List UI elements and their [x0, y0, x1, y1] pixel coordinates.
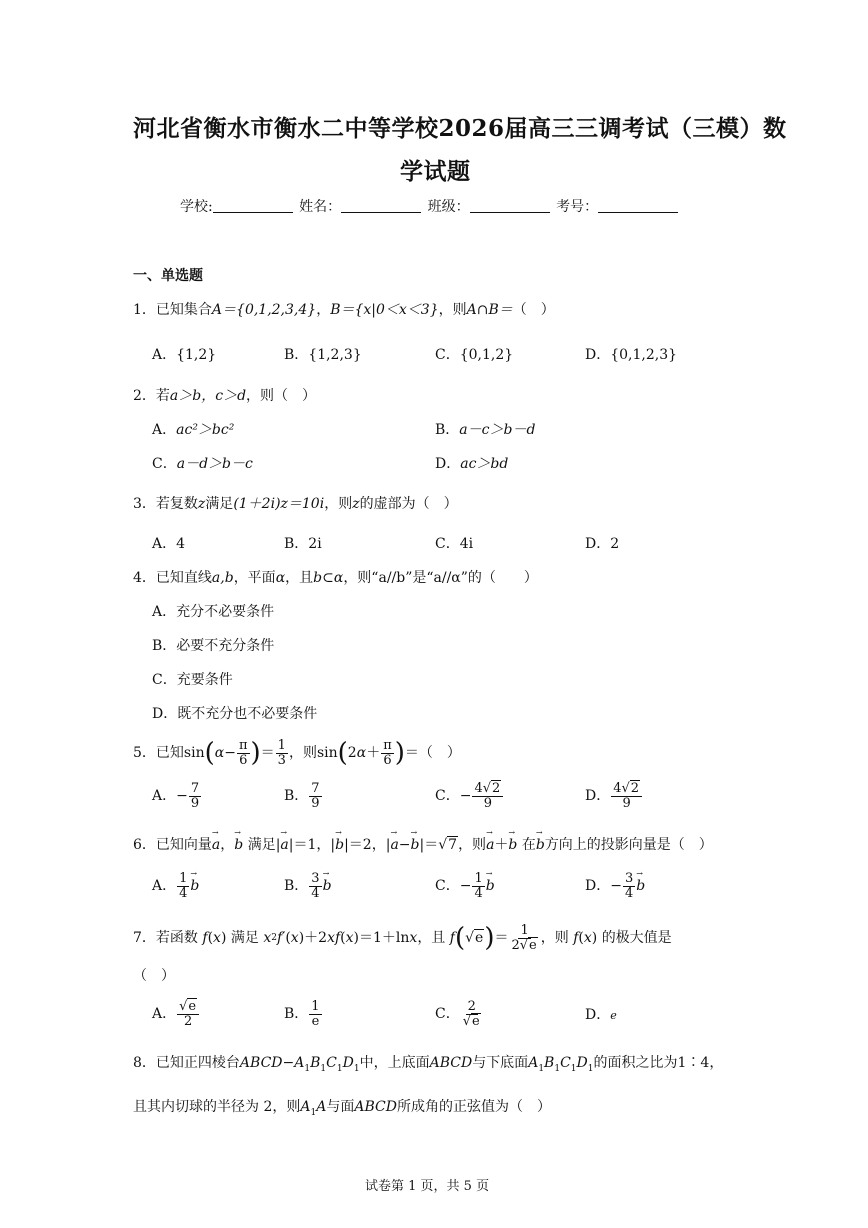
- q1-option-d[interactable]: D．{0,1,2,3}: [585, 347, 678, 363]
- q3-stem-d: 的虚部为（ ）: [359, 496, 458, 512]
- q7-stem-e: 的极大值是: [601, 929, 672, 946]
- student-info: [180, 198, 680, 216]
- q4-option-a[interactable]: A．充分不必要条件: [152, 604, 275, 620]
- q2-option-d[interactable]: [435, 456, 508, 473]
- q7-stem-c: ，且: [417, 929, 446, 946]
- q5-option-d[interactable]: D． $\frac{4√2}{9}$: [585, 782, 643, 810]
- page-footer: 试卷第 1 页，共 5 页: [365, 1179, 490, 1194]
- question-5: [133, 735, 461, 771]
- q7-option-a[interactable]: A． $\frac{√e}{2}$: [152, 1000, 200, 1028]
- q3-option-c[interactable]: C．4i: [435, 536, 474, 552]
- q5-given-expr: sin(α− $\frac{\pi}{6}$ )＝ $\frac{1}{3}$: [183, 737, 286, 768]
- q4-option-c[interactable]: C．充要条件: [152, 672, 233, 688]
- q2-tail: ，则（ ）: [246, 388, 317, 404]
- q3-option-b[interactable]: B．2i: [284, 536, 322, 552]
- q1-expr: A∩B＝: [466, 302, 513, 318]
- question-7: 7．若函数 f ( x ) 满足 x 2 f′ ( x )＋2 xf ( x )＝1＋ln x ，且 f ( √ e ) ＝ $\frac{1}{2√e}$ ，则 f ( x ) 的极大值是: [133, 922, 672, 953]
- q5-stem-a: 5．已知: [133, 744, 184, 761]
- q2-option-b[interactable]: [435, 422, 535, 439]
- q1-set-b: B＝{x|0＜x＜3}: [330, 302, 439, 318]
- q4-stem-b: ，平面: [233, 570, 276, 586]
- q5-option-b-label: B．: [284, 787, 309, 804]
- q6-option-d[interactable]: D． − $\frac{3}{4}$ → b: [585, 872, 645, 900]
- q3-z: z: [197, 496, 206, 512]
- q6-option-c[interactable]: C． − $\frac{1}{4}$ → b: [435, 872, 495, 900]
- q2-option-c[interactable]: [152, 456, 253, 473]
- q2-option-a-expr: ac²＞bc²: [176, 422, 235, 438]
- q4-stem-c: ，且: [285, 570, 314, 586]
- q5-option-b[interactable]: B． $\frac{7}{9}$: [284, 781, 320, 811]
- q6-option-c-label: C．: [435, 877, 460, 894]
- q3-stem-a: 3．若复数: [133, 496, 198, 512]
- q8-stem-a: 8．已知正四棱台: [133, 1055, 240, 1071]
- q2-option-c-label: C．: [152, 456, 177, 472]
- school-label: 学校:: [180, 199, 213, 215]
- q6-option-d-label: D．: [585, 877, 611, 894]
- q2-condition: a＞b，c＞d: [169, 388, 247, 404]
- q2-option-d-label: D．: [435, 456, 461, 472]
- q7-option-c-label: C．: [435, 1005, 460, 1022]
- name-label: 姓名：: [299, 199, 342, 215]
- q5-tail: ＝（ ）: [404, 744, 461, 761]
- question-8-line2: 且其内切球的半径为 2，则$A_1A$与面ABCD所成角的正弦值为（ ）: [133, 1099, 551, 1118]
- q6-option-b-label: B．: [284, 877, 309, 894]
- class-label: 班级：: [427, 199, 470, 215]
- q5-option-a-label: A．: [152, 787, 177, 804]
- q3-option-d[interactable]: D．2: [585, 536, 620, 552]
- question-6: 6．已知向量→ a，→ b 满足|→ a|＝1，|→ b|＝2，|→ a−→ b|＝√7，则→ a＋→ b 在→ b方向上的投影向量是（ ）: [133, 837, 713, 854]
- q8-ratio: 1∶4: [677, 1055, 710, 1071]
- q8-line2a: 且其内切球的半径为 2，则: [133, 1099, 301, 1115]
- q2-stem: 2．若: [133, 388, 170, 404]
- id-label: 考号：: [556, 199, 599, 215]
- q2-option-a-label: A．: [152, 422, 177, 438]
- q2-option-c-expr: a－d＞b－c: [176, 456, 253, 472]
- q4-ab: a,b: [211, 570, 234, 586]
- q8-stem-c: 与下底面: [472, 1055, 529, 1071]
- q1-stem: 1．已知集合: [133, 302, 212, 318]
- q6-option-a[interactable]: A． $\frac{1}{4}$ → b: [152, 872, 199, 900]
- q4-option-d[interactable]: D．既不充分也不必要条件: [152, 706, 318, 722]
- q2-option-a[interactable]: [152, 422, 234, 439]
- q7-option-d-label: D．: [585, 1007, 611, 1023]
- q8-line2c: 所成角的正弦值为（ ）: [396, 1099, 551, 1115]
- q3-option-a[interactable]: A．4: [152, 536, 186, 552]
- q7-option-a-label: A．: [152, 1005, 177, 1022]
- q2-option-b-expr: a－c＞b－d: [459, 422, 536, 438]
- q6-option-b[interactable]: B． $\frac{3}{4}$ → b: [284, 872, 332, 900]
- q2-option-b-label: B．: [435, 422, 460, 438]
- q6-tail: 方向上的投影向量是（ ）: [544, 837, 713, 853]
- q5-option-c-label: C．: [435, 787, 460, 804]
- question-1: 1．已知集合A＝{0,1,2,3,4}，B＝{x|0＜x＜3}，则A∩B＝（ ）: [133, 302, 555, 318]
- q7-stem-a: 7．若函数: [133, 929, 198, 946]
- q7-stem-b: 满足: [230, 929, 259, 946]
- q1-set-a: A＝{0,1,2,3,4}: [211, 302, 317, 318]
- question-8: 8．已知正四棱台$ABCD-A_1B_1C_1D_1$中，上底面ABCD与下底面$A_1B_1C_1D_1$的面积之比为1∶4，: [133, 1055, 724, 1074]
- q8-stem-b: 中，上底面: [359, 1055, 430, 1071]
- question-2: [133, 388, 316, 405]
- name-blank[interactable]: [341, 198, 421, 213]
- page-title-line2: 学试题: [400, 158, 471, 185]
- q1-option-c[interactable]: C．{0,1,2}: [435, 347, 514, 363]
- q4-alpha: α: [275, 570, 286, 586]
- q6-stem: 6．已知向量: [133, 837, 212, 853]
- class-blank[interactable]: [470, 198, 550, 213]
- section-heading: 一、单选题: [133, 268, 203, 284]
- q5-target-expr: sin(2α＋ $\frac{\pi}{6}$ ): [316, 737, 405, 768]
- q4-stem-a: 4．已知直线: [133, 570, 212, 586]
- question-4: [133, 570, 538, 587]
- q5-stem-b: ，则: [288, 744, 317, 761]
- q3-stem-c: ，则: [324, 496, 353, 512]
- q5-option-d-label: D．: [585, 787, 611, 804]
- q3-z-2: z: [352, 496, 360, 512]
- question-3: [133, 496, 458, 513]
- q3-stem-b: 满足: [205, 496, 234, 512]
- question-7-line2: （ ）: [133, 968, 175, 984]
- q7-option-b[interactable]: B． $\frac{1}{e}$: [284, 999, 320, 1029]
- q1-stem-b: ，则: [438, 302, 467, 318]
- q8-stem-d: 的面积之比为: [593, 1055, 678, 1071]
- page-title-line1: 河北省衡水市衡水二中等学校2026届高三三调考试（三模）数: [133, 115, 787, 142]
- q2-option-d-expr: ac＞bd: [460, 456, 509, 472]
- q7-option-d[interactable]: D．e: [585, 1007, 617, 1023]
- q1-option-b[interactable]: B．{1,2,3}: [284, 347, 362, 363]
- q7-stem-d: ，则: [540, 929, 569, 946]
- q1-option-a[interactable]: A．{1,2}: [152, 347, 217, 363]
- q5-option-c[interactable]: C． − $\frac{4√2}{9}$: [435, 782, 504, 810]
- q4-stem-d: ，则“a//b”是“a//α”的（ ）: [343, 570, 538, 586]
- q4-condition: b⊂α: [313, 570, 344, 586]
- q8-line2b: 与面: [326, 1099, 355, 1115]
- q1-tail: （ ）: [512, 302, 555, 318]
- q5-option-a[interactable]: A． − $\frac{7}{9}$: [152, 781, 200, 811]
- q7-option-b-label: B．: [284, 1005, 309, 1022]
- q7-option-c[interactable]: C． $\frac{2}{√e}$: [435, 999, 480, 1029]
- q6-option-a-label: A．: [152, 877, 177, 894]
- id-blank[interactable]: [598, 198, 678, 213]
- q4-option-b[interactable]: B．必要不充分条件: [152, 638, 275, 654]
- school-blank[interactable]: [213, 198, 293, 213]
- q3-equation: (1＋2i)z＝10i: [233, 496, 325, 512]
